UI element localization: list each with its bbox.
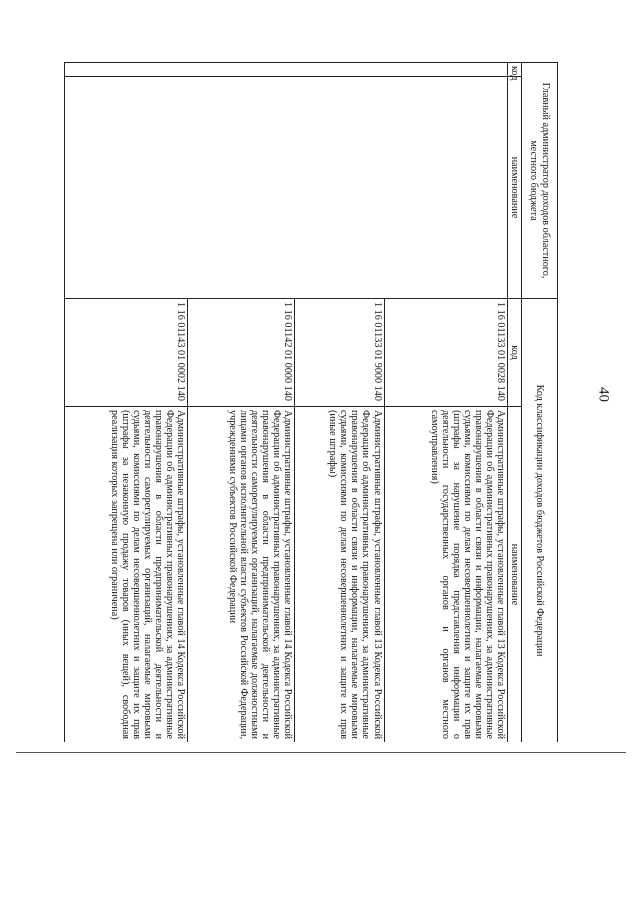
table-row [384,63,507,743]
row-name: Административные штрафы, установленные главой 13 Кодекса Российской Федерации об административных правонарушениях, за административные правонарушения в области связи и информации, налагаемые мировыми судьями, комиссиями по делам несовершеннолетних и защите их прав (штрафы за нарушение порядка представления информации о деятельности государственных органов и органов местного самоуправления) [384,407,507,743]
page-divider [16,752,626,753]
row-name: Административные штрафы, установленные главой 14 Кодекса Российской Федерации об административных правонарушениях, за административные правонарушения в области предпринимательской деятельности и деятельности саморегулируемых организаций, налагаемые мировыми судьями, комиссиями по делам несовершеннолетних и защите их прав (штрафы за незаконную продажу товаров (иных вещей), свободная реализация которых запрещена или ограничена) [65,407,189,743]
header-classif-name: наименование [507,407,521,743]
header-row-groups [522,63,558,743]
admin-name-cell [65,77,508,299]
table-container [64,62,558,742]
row-code: 1 16 01142 01 0000 140 [188,299,295,407]
header-row-columns [507,63,521,743]
row-code: 1 16 01133 01 0028 140 [384,299,507,407]
row-name: Административные штрафы, установленные главой 13 Кодекса Российской Федерации об административных правонарушениях, за административные правонарушения в области связи и информации, налагаемые мировыми судьями, комиссиями по делам несовершеннолетних и защите их прав (иные штрафы) [295,407,385,743]
header-admin-name: наименование [507,77,521,299]
header-admin-code: код [507,63,521,77]
page-number: 40 [595,387,612,402]
header-admin-group: Главный администратор доходов областного, местного бюджета [522,63,558,299]
row-code: 1 16 01143 01 0002 140 [65,299,189,407]
row-code: 1 16 01133 01 9000 140 [295,299,385,407]
rotated-table-wrapper [64,62,558,742]
header-classif-code: код [507,299,521,407]
row-name: Административные штрафы, установленные главой 14 Кодекса Российской Федерации об административных правонарушениях, за административные правонарушения в области предпринимательской деятельности и деятельности саморегулируемых организаций, налагаемые должностными лицами органов исполнительной власти субъектов Российской Федерации, учреждениями субъектов Российской Федерации [188,407,295,743]
header-classif-group: Код классификации доходов бюджетов Российской Федерации [522,299,558,743]
income-codes-table [64,62,558,742]
admin-code-cell [65,63,508,77]
